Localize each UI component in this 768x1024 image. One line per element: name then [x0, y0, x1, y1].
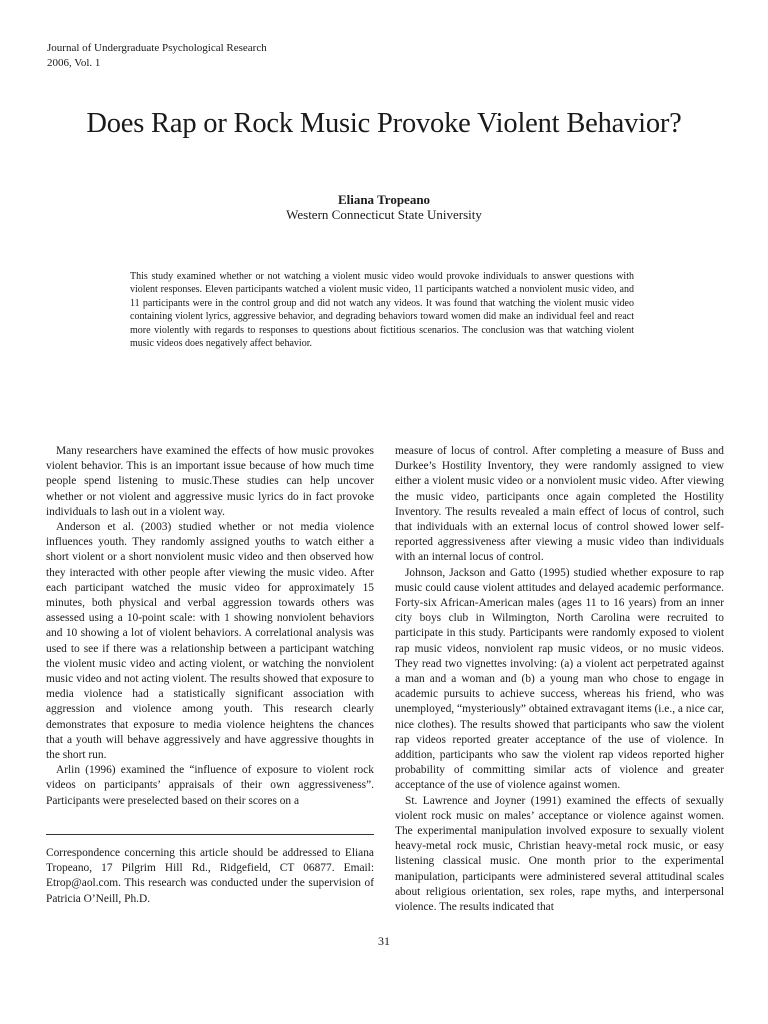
body-paragraph: Johnson, Jackson and Gatto (1995) studied whether exposure to rap music could cause violent attitudes and delayed academic performance. Forty-six African-American males (ages 11 to 16 years) from an inner city boys club in Wilmington, North Carolina were recruited to participate in this study. Participants were randomly exposed to violent rap music videos, nonviolent rap music videos, or no music videos. They read two vignettes involving: (a) a violent act perpetrated against a man and a woman and (b) a young man who chose to engage in academic pursuits to achieve success, whereas his friend, who was unemployed, “mysteriously” obtained extravagant items (i.e., a nice car, nice clothes). The results showed that participants who saw the violent rap videos reported greater acceptance of the use of violence. In addition, participants who saw the violent rap videos reported higher probability of committing similar acts of violence and greater acceptance of the use of violence against women. [395, 566, 724, 792]
correspondence-footnote: Correspondence concerning this article should be addressed to Eliana Tropeano, 17 Pilgrim Hill Rd., Ridgefield, CT 06877. Email: Etrop@aol.com. This research was conducted under the supervision of Patricia O’Neill, Ph.D. [46, 847, 374, 905]
body-paragraph: Anderson et al. (2003) studied whether or not media violence influences youth. They randomly assigned youths to watch either a short violent or a short nonviolent music video and then observed how they interacted with other people after viewing the music video. After each participant watched the music video for approximately 15 minutes, both physical and verbal aggression towards others was assessed using a 10-point scale: with 1 showing nonviolent behaviors and 10 showing a lot of violent behaviors. A correlational analysis was used to see if there was a relationship between a participant watching the violent music video and acting violent, or watching the nonviolent music video and not acting violent. The results showed that exposure to media violence had a statistically significant association with aggression and violence among youth. This research clearly demonstrates that exposure to media violence heightens the chances that a youth will behave aggressively and have aggressive thoughts in the short run. [46, 521, 374, 762]
journal-volume: 2006, Vol. 1 [47, 57, 101, 69]
body-paragraph: St. Lawrence and Joyner (1991) examined the effects of sexually violent rock music on males’ acceptance or violence against women. The experimental manipulation involved exposure to sexually violent heavy-metal rock music, Christian heavy-metal rock music, or easy listening classical music. One month prior to the experimental manipulation, participants were administered several attitudinal scales about religious orientation, sex roles, rape myths, and interpersonal violence. The results indicated that [395, 794, 724, 914]
journal-header [47, 41, 267, 71]
body-paragraph: Many researchers have examined the effects of how music provokes violent behavior. This is an important issue because of how much time people spend listening to music.These studies can help uncover whether or not violent and aggressive music lyrics do in fact provoke individuals to lash out in a violent way. [46, 445, 374, 518]
footnote-divider [46, 834, 374, 835]
body-column-left [46, 444, 374, 809]
author-name: Eliana Tropeano [337, 192, 431, 207]
journal-name: Journal of Undergraduate Psychological Research [47, 42, 267, 54]
author-affiliation: Western Connecticut State University [286, 207, 482, 222]
body-column-right [395, 444, 724, 915]
page-number: 31 [378, 934, 390, 948]
body-paragraph: Arlin (1996) examined the “influence of exposure to violent rock videos on participants’ appraisals of their own aggressiveness”. Participants were preselected based on their scores on a [46, 764, 374, 807]
article-title: Does Rap or Rock Music Provoke Violent Behavior? [86, 108, 682, 139]
body-paragraph-continued: measure of locus of control. After completing a measure of Buss and Durkee’s Hostility Inventory, they were randomly assigned to view either a violent music video or a nonviolent music video. After viewing the music video, participants once again completed the Hostility Inventory. The results revealed a main effect of locus of control, such that individuals with an external locus of control showed lower self-reported aggressiveness after viewing a music video than individuals with an internal locus of control. [395, 445, 724, 564]
abstract: This study examined whether or not watching a violent music video would provoke individuals to answer questions with violent responses. Eleven participants watched a violent music video, 11 participants watched a nonviolent music video, and 11 participants were in the control group and did not watch any videos. It was found that watching the violent music video containing violent lyrics, aggressive behavior, and degrading behaviors toward women did make an individual feel and react more violently with regards to responses to questions about fictitious scenarios. The conclusion was that watching violent music videos does negatively affect behavior. [130, 271, 634, 350]
